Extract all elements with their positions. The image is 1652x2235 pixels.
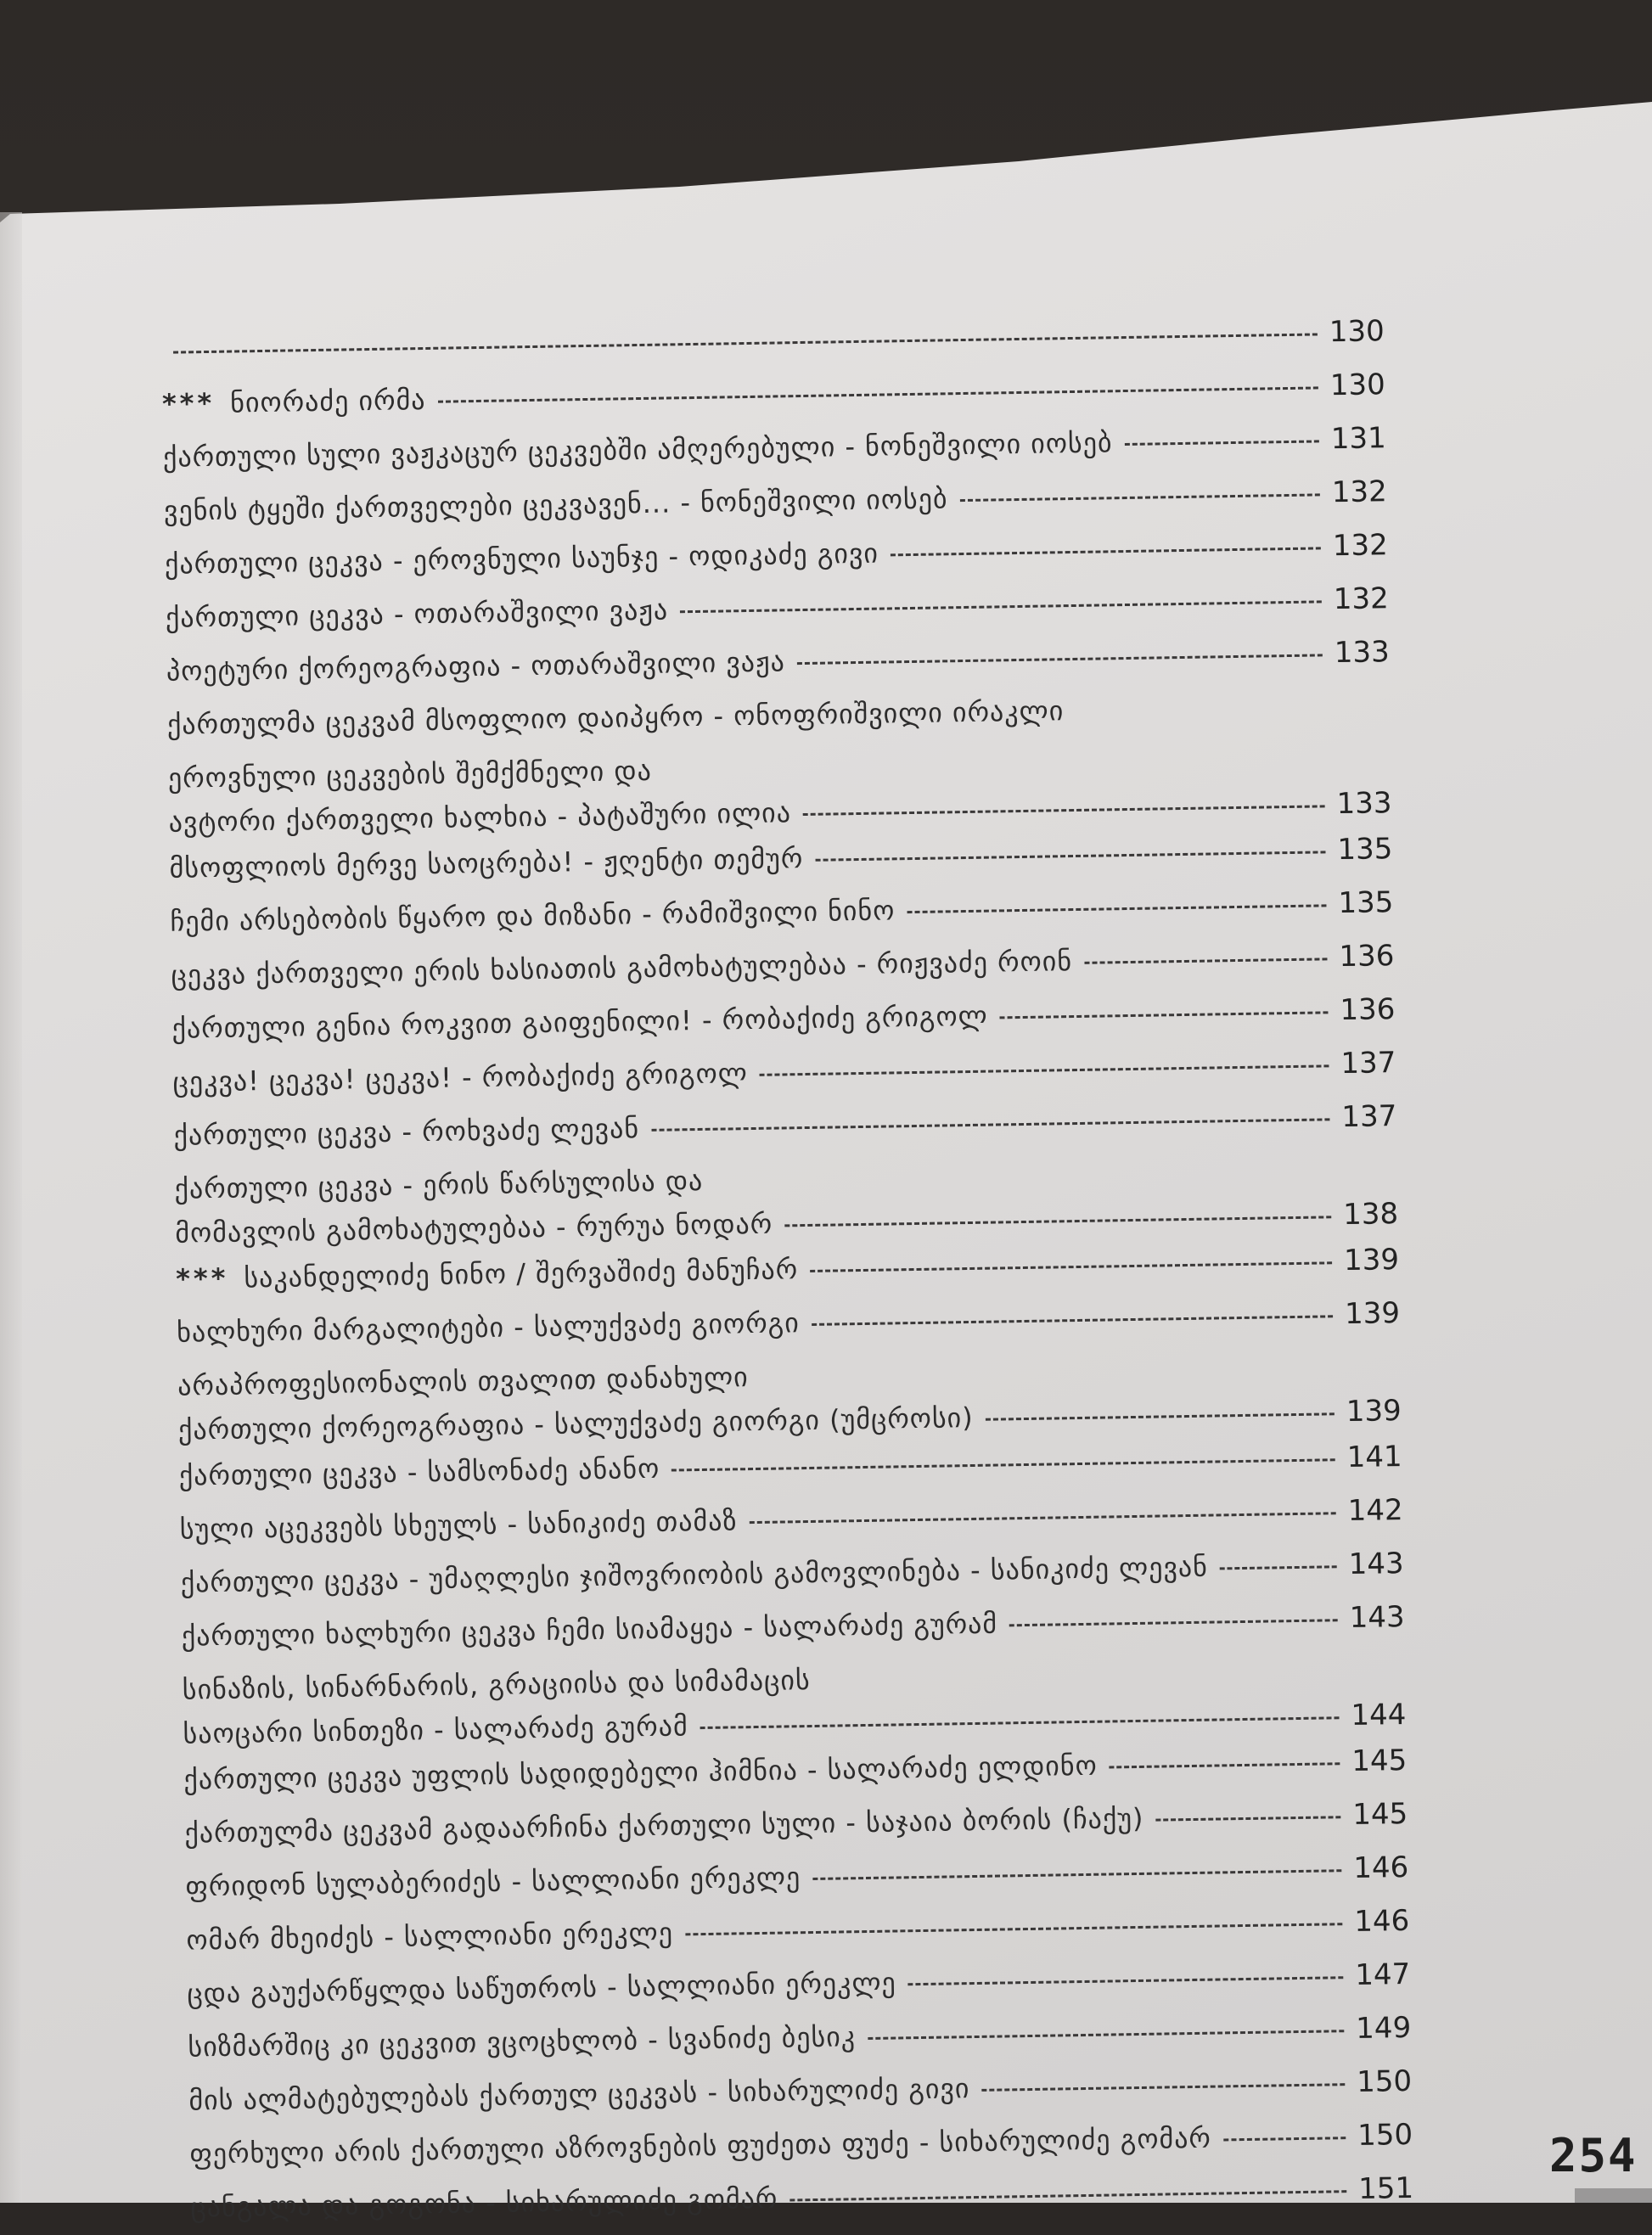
toc-entry-page: 146 [1352, 1850, 1409, 1885]
toc-entry-page: 131 [1330, 421, 1387, 457]
dot-leader [437, 383, 1318, 402]
toc-entry-title: ქართული ხალხური ცეკვა ჩემი სიამაყეა - სალარაძე გურამ [181, 1607, 998, 1653]
toc-entry-page: 151 [1357, 2170, 1414, 2206]
toc-entry-page: 130 [1329, 314, 1385, 350]
dot-leader [815, 847, 1325, 861]
dot-leader [749, 1508, 1335, 1524]
toc-entry-page: 133 [1336, 786, 1392, 822]
dot-leader [986, 1409, 1335, 1420]
page-number: 254 [1549, 2129, 1638, 2182]
toc-entry-page: 147 [1354, 1957, 1411, 1992]
toc-entry-title-line1: ეროვნული ცეკვების შემქმნელი და [167, 754, 653, 795]
toc-entry-page: 132 [1332, 528, 1389, 564]
dot-leader [173, 329, 1318, 353]
dot-leader [810, 1258, 1332, 1272]
stars-marker: *** [161, 386, 216, 420]
toc-entry-page: 142 [1347, 1493, 1403, 1529]
toc-entry-page: 145 [1351, 1796, 1408, 1833]
dot-leader [1220, 1562, 1337, 1570]
toc-entry-title: ომარ მხეიძეს - სალლიანი ერეკლე [186, 1916, 674, 1957]
toc-entry-title: ჩემი არსებობის წყარო და მიზანი - რამიშვილი ნინო [170, 894, 896, 938]
toc-entry-page: 144 [1351, 1698, 1407, 1733]
toc-entry-page: 150 [1356, 2064, 1413, 2099]
dot-leader [803, 801, 1325, 816]
dot-leader [671, 1455, 1335, 1471]
dot-leader [789, 2187, 1346, 2201]
dot-leader [1009, 1615, 1338, 1626]
toc-entry-page: 132 [1331, 475, 1388, 510]
toc-entry [174, 1145, 1397, 1253]
toc-entry-title: პოეტური ქორეოგრაფია - ოთარაშვილი ვაჟა [166, 645, 786, 688]
toc-entry-title: ცანგალა და გოგონა - სიხარულიძე გომარ [190, 2182, 778, 2224]
dot-leader [1155, 1812, 1340, 1821]
toc-entry-page: 135 [1338, 885, 1394, 921]
dot-leader [700, 1713, 1340, 1729]
dot-leader [907, 901, 1326, 913]
toc-entry-title: საოცარი სინთეზი - სალარაძე გურამ [183, 1710, 688, 1750]
toc-entry-title-line1: ქართული ცეკვა - ერის წარსულისა და [174, 1164, 704, 1205]
toc-entry-page: 137 [1341, 1099, 1397, 1135]
toc-entry-title: ქართული ცეკვა - უმაღლესი ჯიშოვრიობის გამოვლინება - სანიკიძე ლევან [180, 1550, 1209, 1599]
toc-entry-title: მსოფლიოს მერვე საოცრება! - ჟღენტი თემურ [169, 842, 804, 884]
toc-entry-title: ცეკვა ქართველი ერის ხასიათის გამოხატულებაა - რიჟვაძე როინ [171, 945, 1073, 991]
toc-entry-page: 130 [1329, 368, 1386, 403]
stars-marker: *** [175, 1261, 229, 1295]
toc-entry-page: 141 [1346, 1440, 1402, 1475]
dot-leader [812, 1866, 1341, 1880]
toc-entry-title: სიზმარშიც კი ცეკვით ვცოცხლობ - სვანიძე ბესიკ [188, 2020, 857, 2064]
dot-leader [651, 1115, 1330, 1132]
toc-entry-page: 135 [1337, 832, 1393, 868]
dot-leader [812, 1311, 1333, 1326]
toc-entry [177, 1342, 1401, 1450]
toc-entry-page: 136 [1339, 939, 1395, 974]
toc-entry-title: ქართული ცეკვა - ოთარაშვილი ვაჟა [165, 593, 669, 634]
toc-entry-page: 138 [1342, 1197, 1399, 1233]
toc-entry-title: ნიორაძე ირმა [229, 383, 426, 419]
toc-entry-page: 139 [1346, 1394, 1402, 1429]
dot-leader [981, 2080, 1345, 2092]
dot-leader [797, 650, 1323, 665]
dot-leader [1084, 954, 1328, 963]
dot-leader [685, 1919, 1342, 1935]
corner-tab [1575, 2188, 1652, 2203]
dot-leader [959, 490, 1319, 502]
dot-leader [868, 2026, 1344, 2040]
toc-entry-page: 139 [1343, 1243, 1400, 1278]
toc-entry-page: 139 [1344, 1296, 1401, 1332]
toc-entry-page: 146 [1353, 1903, 1410, 1939]
toc-entry [167, 734, 1391, 842]
toc-entry-title: ცეკვა! ცეკვა! ცეკვა! - რობაქიძე გრიგოლ [172, 1057, 749, 1098]
toc-entry-title: ქართული გენია როკვით გაიფენილი! - რობაქიძე გრიგოლ [171, 999, 988, 1045]
dot-leader [1223, 2133, 1346, 2141]
toc-entry-title: მომავლის გამოხატულებაა - რურუა ნოდარ [175, 1207, 773, 1249]
toc-entry-title: ქართულმა ცეკვამ მსოფლიო დაიპყრო - ონოფრიშვილი ირაკლი [166, 694, 1065, 741]
toc-entry [182, 1646, 1405, 1754]
toc-entry-page: 149 [1355, 2010, 1412, 2046]
toc-entry-page [1064, 719, 1118, 720]
toc-entry-title: ფერხული არის ქართული აზროვნების ფუძეთა ფუძე - სიხარულიძე გომარ [189, 2121, 1212, 2170]
toc-entry-page: 132 [1333, 581, 1390, 617]
toc-entry-title-line1: სინაზის, სინარნარის, გრაციისა და სიმამაცის [182, 1664, 811, 1706]
toc-entry-title-line1: არაპროფესიონალის თვალით დანახული [177, 1361, 749, 1402]
toc-entry-page: 150 [1357, 2117, 1413, 2153]
toc-entry-title: ქართული ცეკვა - ეროვნული საუნჯე - ოდიკაძე გივი [164, 536, 879, 581]
dot-leader [1000, 1008, 1329, 1019]
toc-entry-title: ქართულმა ცეკვამ გადაარჩინა ქართული სული - საჯაია ბორის (ჩაქუ) [184, 1801, 1144, 1850]
toc-entry-page: 145 [1351, 1743, 1408, 1779]
toc-entry-page: 143 [1348, 1547, 1404, 1582]
toc-entry-title: ხალხური მარგალიტები - სალუქვაძე გიორგი [176, 1306, 801, 1349]
toc-entry-title: ავტორი ქართველი ხალხია - პატაშური ილია [168, 796, 792, 839]
dot-leader [784, 1212, 1331, 1227]
toc-entry-page: 143 [1349, 1600, 1405, 1636]
toc-entry-title: სული აცეკვებს სხეულს - სანიკიძე თამაზ [179, 1504, 738, 1546]
toc-entry-page: 137 [1340, 1046, 1396, 1081]
toc-entry-title: მის ალმატებულებას ქართულ ცეკვას - სიხარულიძე გივი [188, 2072, 970, 2117]
toc-entry-title: ქართული ცეკვა - როხვაძე ლევან [173, 1112, 640, 1152]
dot-leader [680, 597, 1322, 613]
toc-entry-title: ქართული ცეკვა - სამსონაძე ანანო [178, 1452, 660, 1492]
dot-leader [908, 1973, 1344, 1985]
toc-entry-title: ქართული ქორეოგრაფია - სალუქვაძე გიორგი (უმცროსი) [177, 1401, 974, 1446]
toc-entry-title: ვენის ტყეში ქართველები ცეკვავენ... - ნონეშვილი იოსებ [163, 482, 948, 527]
toc-entry-title: ქართული ცეკვა უფლის სადიდებელი ჰიმნია - სალარაძე ელდინო [183, 1749, 1098, 1796]
toc-entry-title: ფრიდონ სულაბერიძეს - სალლიანი ერეკლე [185, 1861, 801, 1903]
toc-entry-title: საკანდელიძე ნინო / შერვაშიძე მანუჩარ [244, 1253, 799, 1294]
toc-entry-title: ქართული სული ვაჟკაცურ ცეკვებში ამღერებული - ნონეშვილი იოსებ [162, 426, 1113, 474]
dot-leader [1110, 1759, 1340, 1768]
dot-leader [760, 1061, 1329, 1076]
dot-leader [891, 543, 1321, 556]
toc-entry-page: 136 [1340, 992, 1396, 1028]
dot-leader [1124, 436, 1318, 446]
toc-entry-page: 133 [1334, 635, 1391, 671]
toc-entry-title: ცდა გაუქარწყლდა საწუთროს - სალლიანი ერეკლე [187, 1966, 897, 2010]
